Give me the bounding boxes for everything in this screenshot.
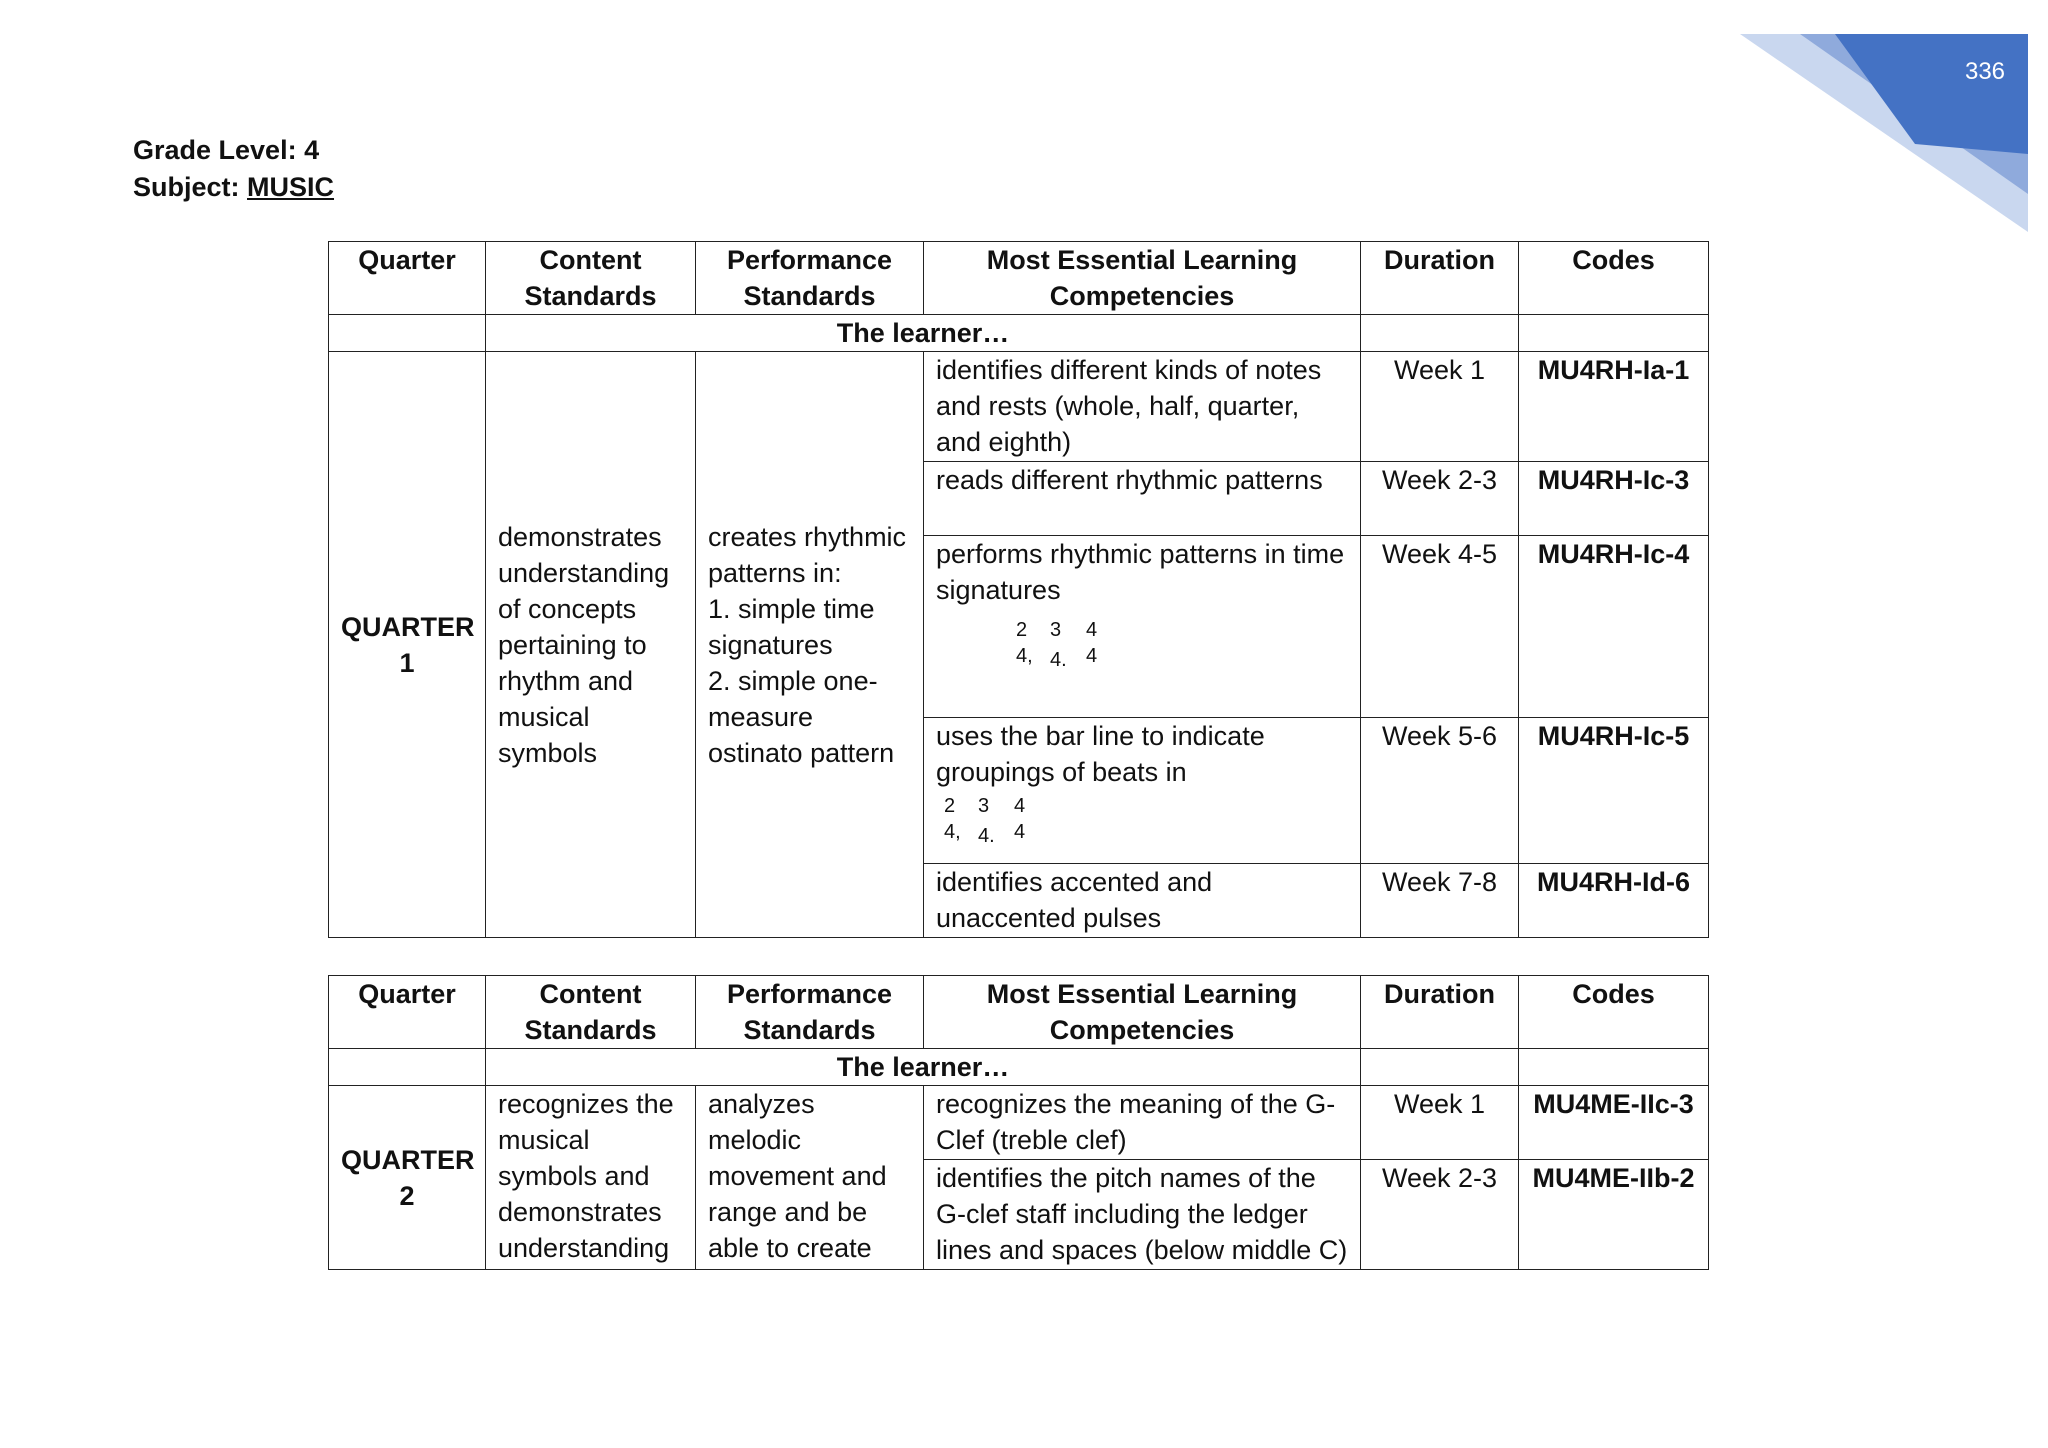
code: MU4RH-Id-6 xyxy=(1519,864,1709,938)
time-signature-bottom: 4, xyxy=(944,821,961,843)
page-number: 336 xyxy=(1964,58,2006,85)
time-signature-top: 2 xyxy=(1016,619,1028,641)
competency: uses the bar line to indicate groupings of beats in xyxy=(936,721,1265,787)
time-signature-top: 3 xyxy=(1050,619,1062,641)
competency: reads different rhythmic patterns xyxy=(924,462,1361,536)
header-duration: Duration xyxy=(1361,242,1519,315)
table-row xyxy=(329,352,1709,462)
document-header xyxy=(133,132,334,206)
grade-level: Grade Level: 4 xyxy=(133,135,320,165)
header-codes: Codes xyxy=(1519,242,1709,315)
header-content-standards: Content Standards xyxy=(486,976,696,1049)
subject-line xyxy=(133,169,334,206)
table-header-row xyxy=(329,976,1709,1049)
code: MU4RH-Ic-3 xyxy=(1519,462,1709,536)
time-signature-bottom: 4 xyxy=(1086,645,1098,667)
performance-standard: analyzes melodic movement and range and be able to create xyxy=(696,1086,924,1270)
code: MU4RH-Ic-4 xyxy=(1519,536,1709,718)
code: MU4ME-IIb-2 xyxy=(1519,1160,1709,1270)
learner-label: The learner… xyxy=(486,1049,1361,1086)
table-row xyxy=(329,1086,1709,1160)
time-signature-top: 4 xyxy=(1014,795,1026,817)
code: MU4RH-Ia-1 xyxy=(1519,352,1709,462)
learner-row xyxy=(329,315,1709,352)
duration: Week 1 xyxy=(1361,1086,1519,1160)
duration: Week 1 xyxy=(1361,352,1519,462)
table-header-row xyxy=(329,242,1709,315)
competency: identifies the pitch names of the G-clef staff including the ledger lines and spaces (below middle C) xyxy=(924,1160,1361,1270)
quarter-label: QUARTER 1 xyxy=(329,352,486,938)
header-quarter: Quarter xyxy=(329,242,486,315)
content-standard: demonstrates understanding of concepts pertaining to rhythm and musical symbols xyxy=(486,352,696,938)
header-melc: Most Essential Learning Competencies xyxy=(924,976,1361,1049)
header-quarter: Quarter xyxy=(329,976,486,1049)
competency-cell xyxy=(924,536,1361,718)
competency-cell xyxy=(924,718,1361,864)
time-signature-bottom: 4, xyxy=(1016,645,1033,667)
header-content-standards: Content Standards xyxy=(486,242,696,315)
quarter-1-table xyxy=(328,241,1709,938)
competency: performs rhythmic patterns in time signatures xyxy=(936,539,1345,605)
performance-standard-text: creates rhythmic patterns in: 1. simple time signatures 2. simple one-measure ostinato pattern xyxy=(708,521,907,768)
time-signature-bottom: 4. xyxy=(978,825,995,847)
duration: Week 5-6 xyxy=(1361,718,1519,864)
subject-label: Subject: xyxy=(133,172,248,202)
header-melc: Most Essential Learning Competencies xyxy=(924,242,1361,315)
header-performance-standards: Performance Standards xyxy=(696,242,924,315)
subject-value: MUSIC xyxy=(247,172,335,202)
time-signature-bottom: 4 xyxy=(1014,821,1026,843)
header-duration: Duration xyxy=(1361,976,1519,1049)
time-signatures xyxy=(1016,620,1186,680)
competency: identifies different kinds of notes and rests (whole, half, quarter, and eighth) xyxy=(924,352,1361,462)
header-codes: Codes xyxy=(1519,976,1709,1049)
code: MU4RH-Ic-5 xyxy=(1519,718,1709,864)
duration: Week 7-8 xyxy=(1361,864,1519,938)
competency: recognizes the meaning of the G-Clef (treble clef) xyxy=(924,1086,1361,1160)
header-performance-standards: Performance Standards xyxy=(696,976,924,1049)
duration: Week 2-3 xyxy=(1361,462,1519,536)
competency: identifies accented and unaccented pulses xyxy=(924,864,1361,938)
duration: Week 2-3 xyxy=(1361,1160,1519,1270)
time-signature-top: 4 xyxy=(1086,619,1098,641)
quarter-label: QUARTER 2 xyxy=(329,1086,486,1270)
code: MU4ME-IIc-3 xyxy=(1519,1086,1709,1160)
learner-row xyxy=(329,1049,1709,1086)
content-standard: recognizes the musical symbols and demonstrates understanding xyxy=(486,1086,696,1270)
learner-label: The learner… xyxy=(486,315,1361,352)
duration: Week 4-5 xyxy=(1361,536,1519,718)
quarter-2-table xyxy=(328,975,1709,1270)
time-signature-top: 3 xyxy=(978,795,990,817)
performance-standard xyxy=(696,352,924,938)
time-signature-top: 2 xyxy=(944,795,956,817)
time-signatures xyxy=(944,792,1114,852)
time-signature-bottom: 4. xyxy=(1050,649,1067,671)
